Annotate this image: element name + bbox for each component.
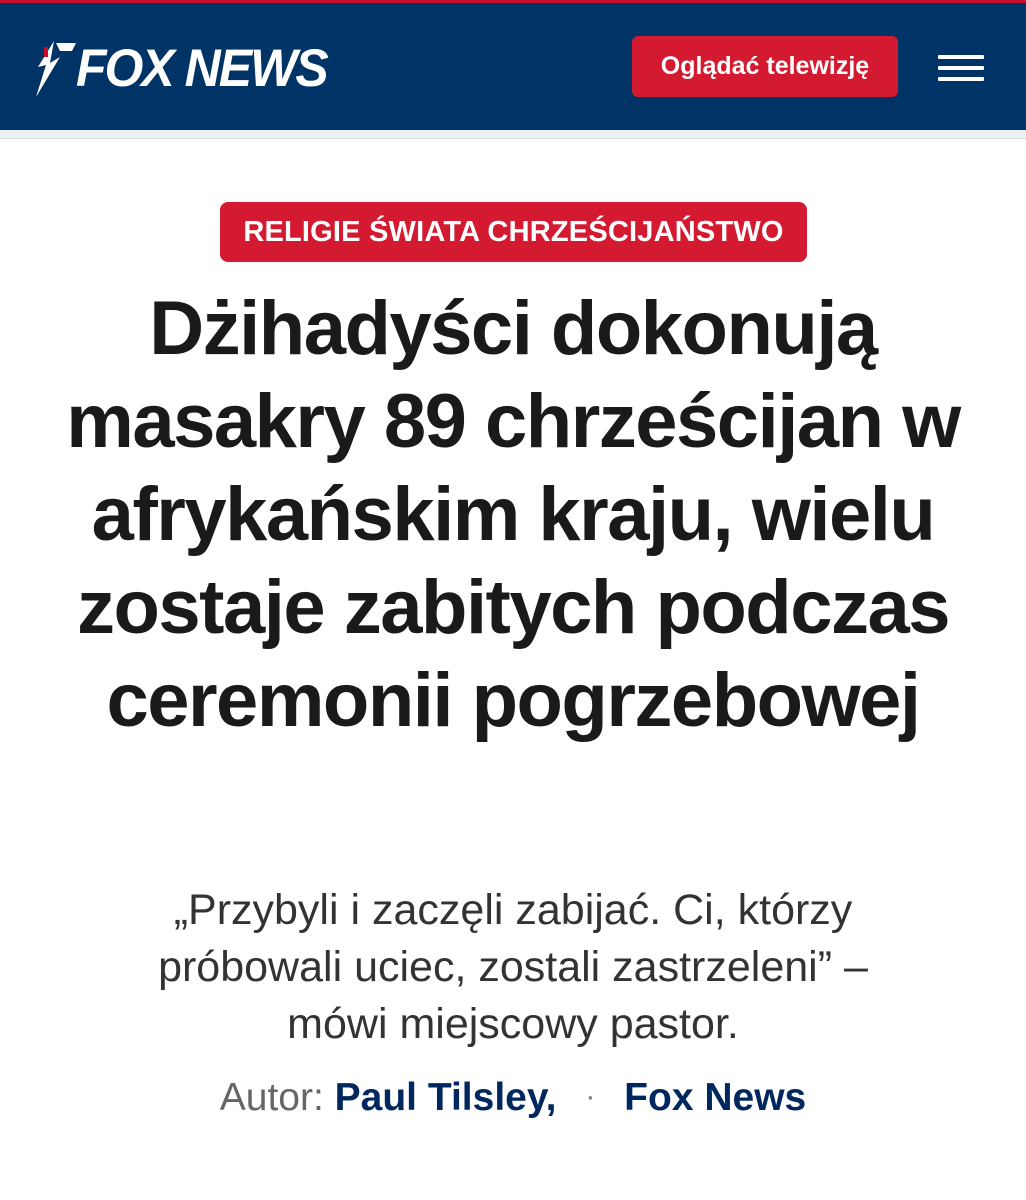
logo-wordmark: FOX NEWS — [76, 38, 327, 98]
menu-bar — [938, 55, 984, 59]
menu-bar — [938, 66, 984, 70]
article-headline: Dżihadyści dokonują masakry 89 chrześcijan w afrykańskim kraju, wielu zostaje zabitych podczas ceremonii pogrzebowej — [66, 286, 960, 743]
menu-bar — [938, 77, 984, 81]
author-link[interactable]: Paul Tilsley, — [334, 1076, 557, 1119]
fox-news-logo[interactable] — [30, 37, 327, 99]
site-header — [0, 0, 1026, 130]
fox-news-logo-icon — [30, 37, 78, 99]
hamburger-menu-icon[interactable] — [938, 53, 984, 83]
category-badge[interactable]: RELIGIE ŚWIATA CHRZEŚCIJAŃSTWO — [220, 202, 807, 262]
byline-label: Autor: — [219, 1076, 335, 1119]
outlet-link[interactable]: Fox News — [624, 1076, 807, 1119]
article-subheadline: „Przybyli i zaczęli zabijać. Ci, którzy próbowali uciec, zostali zastrzeleni” – mówi miejscowy pastor. — [158, 886, 868, 1048]
header-divider — [0, 130, 1026, 139]
watch-tv-button[interactable]: Oglądać telewizję — [632, 36, 898, 97]
article-byline — [40, 1072, 986, 1127]
byline-separator: · — [585, 1080, 596, 1113]
